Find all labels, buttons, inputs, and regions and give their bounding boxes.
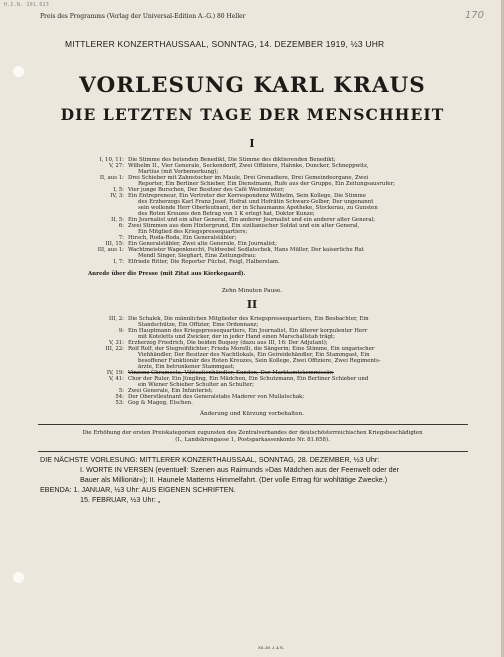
scene-characters: Elfriede Ritter, Die Reporter Füchsl, Feigl, Halberstam.	[128, 259, 280, 266]
next-reading-line: Bauer als Millionär«); II. Haunele Matterns Himmelfahrt. (Der volle Ertrag für wohltätige Zwecke.)	[80, 475, 388, 484]
scene-characters: Vier junge Burschen, Der Besitzer des Café Westminster;	[128, 187, 285, 194]
subtitle: DIE LETZTEN TAGE DER MENSCHHEIT	[60, 105, 445, 124]
punch-hole	[13, 572, 24, 583]
scene-characters: Die Stimme des betenden Benedikt, Die Stimme des diktierenden Benedikt;	[128, 157, 336, 163]
scene-characters: Chor der Ruler, Ein Jüngling, Ein Mädchen, Ein Schutzmann, Ein Berliner Schieber und	[128, 376, 369, 383]
scene-reference: 5:	[118, 388, 124, 395]
scene-characters: Standschütze, Ein Offizier, Eine Ordonnanz;	[138, 322, 259, 329]
scene-characters: Gog & Magog, Elschen.	[128, 400, 193, 407]
scene-characters: Vinzenz Chramosta, Viktualienhändler, Kunden, Der Marktamtskommissär;	[128, 370, 334, 377]
printer-mark: XII.-19. J. & S.	[258, 645, 284, 650]
scene-reference: III, 15:	[105, 241, 124, 248]
scene-characters: ein Wiener Schieber Schulter an Schulter;	[138, 382, 254, 389]
scene-characters: des Erzherzogs Karl Franz Josef, Hofrat und Hofrätin Schwarz-Gelber, Der ungenannt	[138, 199, 374, 206]
scene-reference: II, aus 1:	[99, 175, 124, 182]
next-reading-line: 15. FEBRUAR, ½3 Uhr: „	[80, 495, 161, 504]
archive-shelfmark: H.I.N. 201.623	[4, 2, 49, 8]
scene-characters: Viehhändler, Der Besitzer des Nachtlokals, Ein Geireidehändler, Ein Stammgast, Ein	[138, 352, 370, 359]
scene-characters: ärzte, Ein betrunkener Stammgast;	[138, 364, 235, 371]
scene-characters: Hirsch, Roda-Roda, Ein Generalstäbler;	[128, 235, 237, 242]
next-reading-line: DIE NÄCHSTE VORLESUNG: MITTLERER KONZERTHAUSSAAL, SONNTAG, 28. DEZEMBER, ½3 Uhr:	[40, 455, 380, 464]
scene-characters: Wilhelm II., Vier Generale, Seckendorff, Zwei Offiziere, Hahnke, Duncker, Schneppwitz,	[128, 163, 369, 170]
pencil-page-number: 170	[464, 10, 484, 21]
scene-characters: Rolf Rolf, der Stegreifdichter; Frieda Morelli, die Sängerin; Eine Stimme, Ein ungarischer	[128, 346, 375, 353]
scene-reference: V, 27:	[108, 163, 124, 170]
footnote-line: (I., Landskrongasse 1, Postsparkassenkonto Nr. 81.658).	[175, 437, 330, 443]
scene-reference: I, 5:	[113, 187, 124, 194]
pause-note: Zehn Minuten Pause.	[221, 288, 283, 294]
scene-characters: Drei Schieber mit Zahnstocher im Maule, Drei Grenadiere, Drei Gemeindeorgane, Zwei	[128, 175, 369, 182]
divider-rule	[38, 424, 468, 425]
scene-reference: III, 2:	[108, 316, 124, 322]
scene-characters: Zwei Stimmen aus dem Hintergrund, Ein sizilianischer Soldat und ein alter General,	[128, 223, 360, 230]
scene-characters: mit Koteletts und Zwicker, der in jeder Hand einen Marschallstab trägt;	[138, 334, 335, 341]
scene-characters: Mendl Singer, Sieghart, Eine Zeitungsfrau;	[138, 253, 257, 260]
scene-reference: III, 22:	[105, 346, 124, 353]
part-one-numeral: I	[249, 137, 255, 150]
scene-characters: Erzherzog Friedrich, Die beiden Buquoy (dazu aus III, 16: Der Adjutant);	[128, 340, 328, 347]
scene-reference: II, 5:	[111, 217, 124, 224]
scene-reference: III, aus 1:	[97, 247, 124, 254]
price-note: Preis des Programms (Verlag der Universal-Edition A.-G.) 80 Heller	[40, 13, 246, 20]
scene-characters: Ein Mitglied des Kriegspressequartiers;	[138, 229, 248, 236]
change-note: Änderung und Kürzung vorbehalten.	[200, 411, 304, 417]
scene-reference: V, 41:	[108, 376, 124, 383]
anrede-line: Anrede über die Presse (mit Zitat aus Kierkegaard).	[88, 271, 246, 277]
scene-reference: I, 7:	[113, 259, 124, 266]
part-two-numeral: II	[246, 298, 258, 311]
scene-characters: Ein Entrepreneur, Ein Vertreter der Korrespondenz Wilhelm, Sein Kollege, Die Stimme	[128, 193, 366, 200]
scene-reference: 9:	[118, 328, 124, 335]
scene-characters: besoffener Funktionär des Roten Kreuzes, Sein Kollege, Zwei Offiziere, Zwei Regiments-	[138, 358, 381, 365]
scene-characters: des Roten Kreuzes den Betrag von 1 K erlegt hat, Doktor Kunze;	[138, 211, 315, 218]
donation-footnote	[40, 430, 465, 444]
scene-characters: Martius (mit Vorbemerkung);	[138, 169, 219, 176]
scene-characters: Ein Generalstäbler, Zwei alte Generale, Ein Journalist;	[128, 241, 277, 248]
scene-reference: 53:	[115, 400, 124, 407]
divider-rule	[38, 451, 468, 452]
scene-characters: Zwei Generale, Ein Infanterist;	[128, 388, 213, 395]
main-title: VORLESUNG KARL KRAUS	[79, 73, 426, 98]
scene-reference: IV, 3:	[110, 193, 124, 200]
next-reading-line: I. WORTE IN VERSEN (eventuell: Szenen aus Raimunds »Das Mädchen aus der Feenwelt oder der	[80, 465, 400, 474]
punch-hole	[13, 66, 24, 77]
scene-reference: 6:	[118, 223, 124, 230]
scene-characters: Die Schalek, Die männlichen Mitglieder des Kriegspressequartiers, Ein Beobachter, Ein	[128, 316, 369, 322]
scene-reference: 54:	[115, 394, 124, 401]
scene-characters: Ein Journalist und ein alter General, Ein anderer Journalist und ein anderer alter General;	[128, 217, 376, 224]
scene-characters: sein wollende Herr Oberleutnant, der in Schaumanns Apotheke, Stockerau, zu Gunsten	[138, 205, 378, 212]
scene-reference: I, 10, 11:	[99, 157, 124, 163]
scene-characters: Reporter, Ein Berliner Schieber, Ein Dienstmann, Rufe aus der Gruppe, Ein Zeitungsausrufer;	[138, 181, 395, 188]
next-reading-line: EBENDA: 1. JANUAR, ½3 Uhr: AUS EIGENEN SCHRIFTEN.	[40, 485, 236, 494]
footnote-line: Die Erhöhung der ersten Preiskategorien zugunsten des Zentralverbandes der deutschösterreichischen Kriegsbeschädigten	[82, 430, 423, 436]
scene-reference: V, 31:	[108, 340, 124, 347]
scene-reference: 7:	[118, 235, 124, 242]
scene-characters: Ein Hauptmann des Kriegspressequartiers, Ein Journalist, Ein älterer korpulenter Herr	[128, 328, 368, 335]
concert-venue-line: MITTLERER KONZERTHAUSSAAL, SONNTAG, 14. DEZEMBER 1919, ½3 UHR	[65, 39, 385, 49]
scene-characters: Der Oberstleutnant des Generalstabs Maderer von Mullatschak;	[128, 394, 305, 401]
scene-reference: IV, 19:	[106, 370, 124, 377]
scene-characters: Wachtmeister Wagenknecht, Feldwebel Sedlatschek, Hans Müller, Der kaiserliche Rat	[128, 247, 364, 254]
